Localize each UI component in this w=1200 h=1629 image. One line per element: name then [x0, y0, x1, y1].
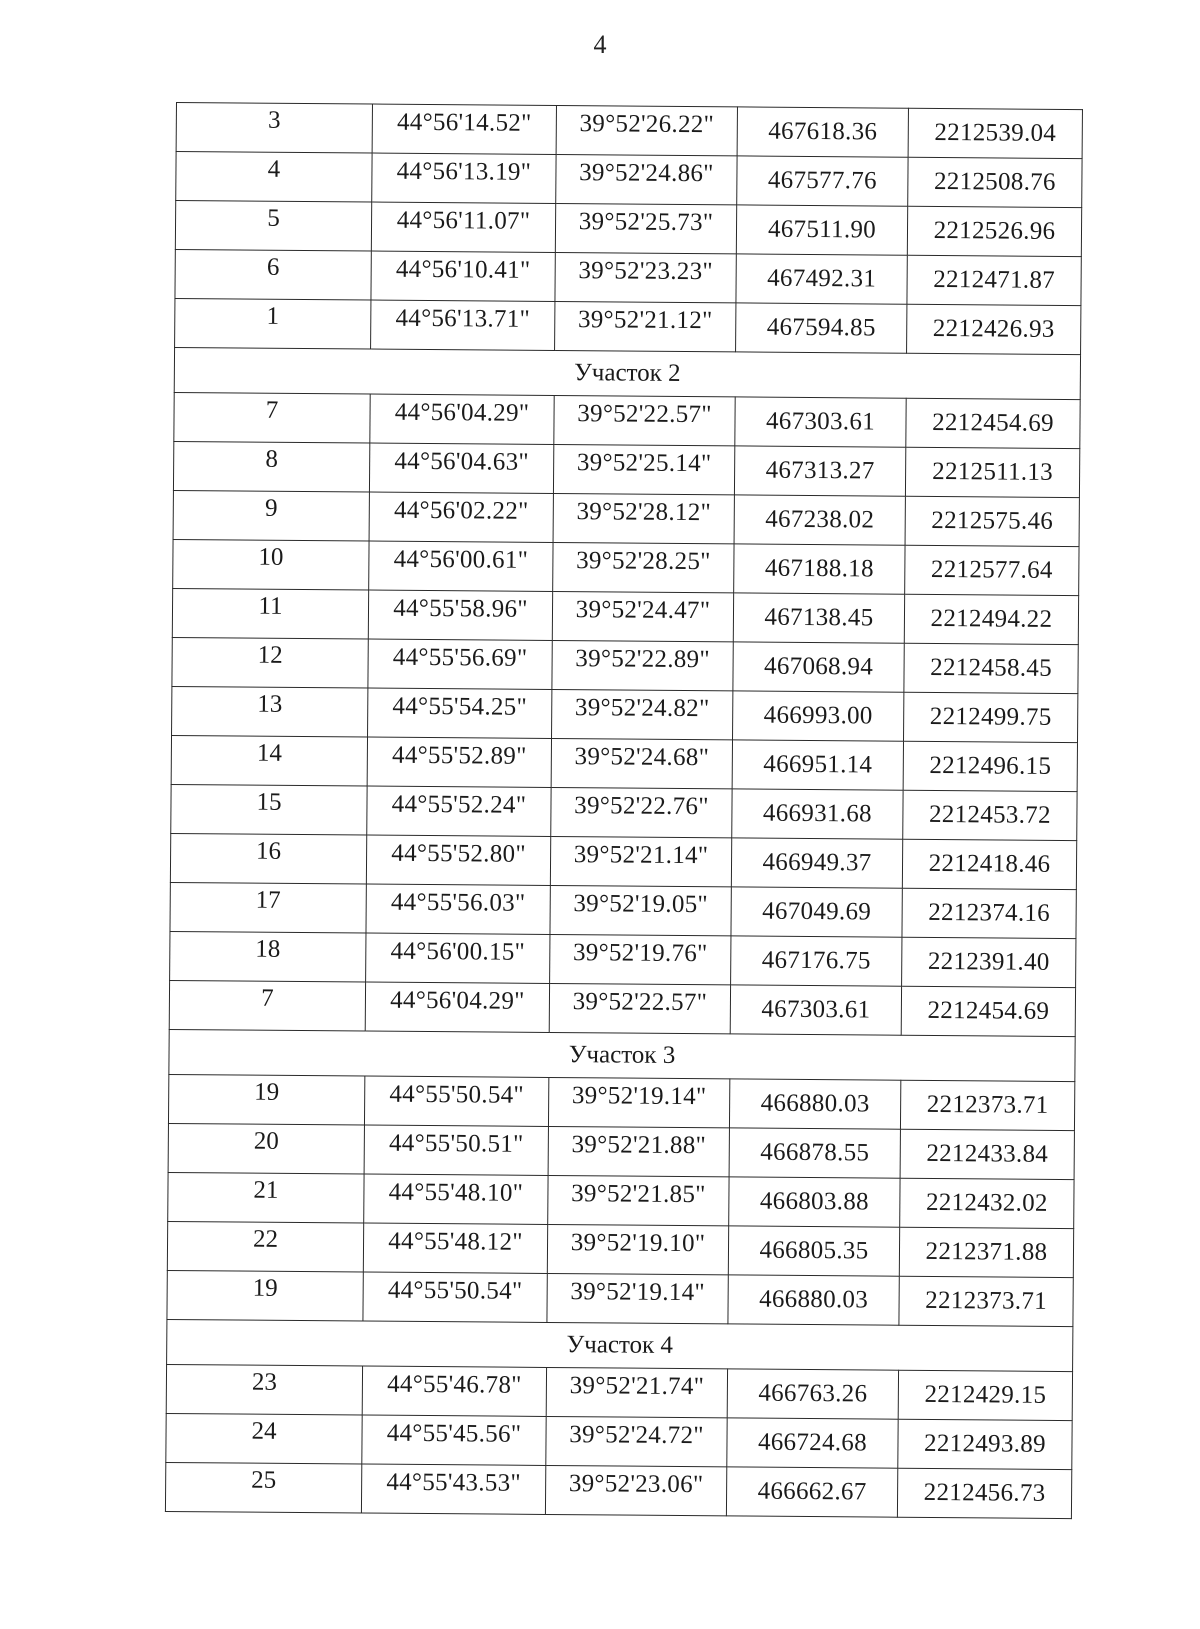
x-coordinate-cell: 466931.68 — [732, 789, 903, 839]
table-row — [166, 1364, 1072, 1420]
longitude-cell: 39°52'24.72" — [546, 1416, 727, 1466]
x-coordinate-cell: 466951.14 — [732, 740, 903, 790]
y-coordinate-cell: 2212418.46 — [902, 839, 1076, 889]
section-title: Участок 4 — [167, 1319, 1073, 1371]
latitude-cell: 44°55'50.54" — [363, 1272, 547, 1322]
latitude-cell: 44°55'45.56" — [362, 1415, 546, 1465]
table-row — [175, 249, 1081, 305]
latitude-cell: 44°56'02.22" — [369, 492, 553, 542]
point-number-cell: 23 — [166, 1364, 362, 1415]
x-coordinate-cell: 467594.85 — [736, 303, 907, 353]
y-coordinate-cell: 2212429.15 — [898, 1370, 1072, 1420]
y-coordinate-cell: 2212499.75 — [904, 692, 1078, 742]
latitude-cell: 44°55'43.53" — [361, 1464, 545, 1514]
point-number-cell: 19 — [167, 1270, 363, 1321]
x-coordinate-cell: 466878.55 — [729, 1128, 900, 1178]
x-coordinate-cell: 467138.45 — [733, 593, 904, 643]
longitude-cell: 39°52'28.12" — [553, 493, 734, 543]
latitude-cell: 44°55'54.25" — [368, 688, 552, 738]
longitude-cell: 39°52'21.88" — [548, 1126, 729, 1176]
y-coordinate-cell: 2212373.71 — [899, 1276, 1073, 1326]
table-row — [168, 1123, 1074, 1179]
longitude-cell: 39°52'24.86" — [556, 154, 737, 204]
latitude-cell: 44°56'13.71" — [371, 300, 555, 350]
point-number-cell: 1 — [175, 298, 371, 349]
table-row — [168, 1074, 1074, 1130]
y-coordinate-cell: 2212432.02 — [900, 1178, 1074, 1228]
point-number-cell: 16 — [170, 833, 366, 884]
table-row — [173, 539, 1079, 595]
point-number-cell: 10 — [173, 539, 369, 590]
longitude-cell: 39°52'26.22" — [556, 105, 737, 155]
point-number-cell: 12 — [172, 637, 368, 688]
table-row — [166, 1413, 1072, 1469]
longitude-cell: 39°52'19.05" — [550, 885, 731, 935]
y-coordinate-cell: 2212511.13 — [905, 447, 1079, 497]
table-row — [172, 637, 1078, 693]
point-number-cell: 22 — [167, 1221, 363, 1272]
x-coordinate-cell: 467492.31 — [736, 254, 907, 304]
point-number-cell: 14 — [171, 735, 367, 786]
y-coordinate-cell: 2212371.88 — [899, 1227, 1073, 1277]
longitude-cell: 39°52'22.89" — [552, 640, 733, 690]
longitude-cell: 39°52'25.73" — [555, 203, 736, 253]
longitude-cell: 39°52'28.25" — [553, 542, 734, 592]
point-number-cell: 25 — [165, 1462, 361, 1513]
latitude-cell: 44°55'52.80" — [366, 835, 550, 885]
section-header-row — [169, 1029, 1075, 1081]
y-coordinate-cell: 2212539.04 — [908, 108, 1082, 158]
table-row — [173, 441, 1079, 497]
table-row — [175, 298, 1081, 354]
table-row — [176, 152, 1082, 208]
x-coordinate-cell: 466880.03 — [729, 1079, 900, 1129]
latitude-cell: 44°56'13.19" — [372, 153, 556, 203]
latitude-cell: 44°56'04.63" — [369, 443, 553, 493]
y-coordinate-cell: 2212577.64 — [905, 545, 1079, 595]
x-coordinate-cell: 466763.26 — [727, 1369, 898, 1419]
x-coordinate-cell: 467238.02 — [734, 495, 905, 545]
latitude-cell: 44°55'56.69" — [368, 639, 552, 689]
point-number-cell: 17 — [170, 882, 366, 933]
point-number-cell: 19 — [168, 1074, 364, 1125]
y-coordinate-cell: 2212374.16 — [902, 888, 1076, 938]
longitude-cell: 39°52'24.82" — [552, 689, 733, 739]
latitude-cell: 44°55'56.03" — [366, 884, 550, 934]
latitude-cell: 44°55'52.89" — [367, 737, 551, 787]
section-title: Участок 3 — [169, 1029, 1075, 1081]
longitude-cell: 39°52'23.23" — [555, 252, 736, 302]
x-coordinate-cell: 467176.75 — [731, 936, 902, 986]
coordinates-table — [165, 102, 1083, 1519]
point-number-cell: 7 — [169, 980, 365, 1031]
x-coordinate-cell: 467303.61 — [735, 397, 906, 447]
latitude-cell: 44°55'46.78" — [362, 1366, 546, 1416]
coordinates-table-body — [165, 103, 1082, 1519]
point-number-cell: 9 — [173, 490, 369, 541]
x-coordinate-cell: 467313.27 — [734, 446, 905, 496]
longitude-cell: 39°52'19.14" — [547, 1273, 728, 1323]
x-coordinate-cell: 467303.61 — [730, 985, 901, 1035]
latitude-cell: 44°55'48.10" — [364, 1174, 548, 1224]
table-row — [170, 833, 1076, 889]
table-row — [165, 1462, 1071, 1518]
point-number-cell: 6 — [175, 249, 371, 300]
table-row — [173, 490, 1079, 546]
longitude-cell: 39°52'22.76" — [551, 787, 732, 837]
longitude-cell: 39°52'19.14" — [548, 1077, 729, 1127]
x-coordinate-cell: 466724.68 — [727, 1418, 898, 1468]
y-coordinate-cell: 2212471.87 — [907, 255, 1081, 305]
longitude-cell: 39°52'21.14" — [550, 836, 731, 886]
section-header-row — [174, 347, 1080, 399]
x-coordinate-cell: 466949.37 — [731, 838, 902, 888]
longitude-cell: 39°52'21.12" — [555, 301, 736, 351]
table-row — [170, 931, 1076, 987]
section-header-row — [167, 1319, 1073, 1371]
latitude-cell: 44°55'50.54" — [364, 1076, 548, 1126]
table-row — [170, 882, 1076, 938]
y-coordinate-cell: 2212433.84 — [900, 1129, 1074, 1179]
y-coordinate-cell: 2212454.69 — [906, 398, 1080, 448]
x-coordinate-cell: 466993.00 — [733, 691, 904, 741]
point-number-cell: 3 — [176, 103, 372, 154]
table-row — [172, 588, 1078, 644]
latitude-cell: 44°56'14.52" — [372, 104, 556, 154]
latitude-cell: 44°55'48.12" — [363, 1223, 547, 1273]
latitude-cell: 44°56'00.15" — [366, 933, 550, 983]
table-row — [167, 1270, 1073, 1326]
table-row — [169, 980, 1075, 1036]
latitude-cell: 44°56'11.07" — [371, 202, 555, 252]
x-coordinate-cell: 467511.90 — [736, 205, 907, 255]
table-row — [172, 686, 1078, 742]
latitude-cell: 44°56'04.29" — [365, 982, 549, 1032]
y-coordinate-cell: 2212453.72 — [903, 790, 1077, 840]
y-coordinate-cell: 2212494.22 — [904, 594, 1078, 644]
table-row — [176, 103, 1082, 159]
longitude-cell: 39°52'24.68" — [551, 738, 732, 788]
y-coordinate-cell: 2212493.89 — [898, 1419, 1072, 1469]
longitude-cell: 39°52'19.10" — [547, 1224, 728, 1274]
point-number-cell: 24 — [166, 1413, 362, 1464]
point-number-cell: 8 — [173, 441, 369, 492]
point-number-cell: 13 — [172, 686, 368, 737]
latitude-cell: 44°55'50.51" — [364, 1125, 548, 1175]
x-coordinate-cell: 467618.36 — [737, 107, 908, 157]
latitude-cell: 44°56'04.29" — [370, 394, 554, 444]
point-number-cell: 4 — [176, 152, 372, 203]
section-title: Участок 2 — [174, 347, 1080, 399]
latitude-cell: 44°56'10.41" — [371, 251, 555, 301]
point-number-cell: 18 — [170, 931, 366, 982]
x-coordinate-cell: 466805.35 — [728, 1226, 899, 1276]
point-number-cell: 15 — [171, 784, 367, 835]
latitude-cell: 44°55'52.24" — [367, 786, 551, 836]
x-coordinate-cell: 466803.88 — [729, 1177, 900, 1227]
table-row — [174, 392, 1080, 448]
y-coordinate-cell: 2212456.73 — [897, 1468, 1071, 1518]
point-number-cell: 5 — [175, 201, 371, 252]
longitude-cell: 39°52'21.85" — [548, 1175, 729, 1225]
point-number-cell: 21 — [168, 1172, 364, 1223]
longitude-cell: 39°52'19.76" — [550, 934, 731, 984]
x-coordinate-cell: 466662.67 — [726, 1467, 897, 1517]
y-coordinate-cell: 2212454.69 — [901, 986, 1075, 1036]
y-coordinate-cell: 2212526.96 — [907, 206, 1081, 256]
latitude-cell: 44°55'58.96" — [368, 590, 552, 640]
y-coordinate-cell: 2212508.76 — [908, 157, 1082, 207]
x-coordinate-cell: 467049.69 — [731, 887, 902, 937]
page-number: 4 — [593, 30, 607, 59]
table-row — [171, 784, 1077, 840]
y-coordinate-cell: 2212373.71 — [900, 1080, 1074, 1130]
latitude-cell: 44°56'00.61" — [369, 541, 553, 591]
longitude-cell: 39°52'25.14" — [553, 444, 734, 494]
x-coordinate-cell: 467068.94 — [733, 642, 904, 692]
longitude-cell: 39°52'22.57" — [549, 983, 730, 1033]
table-row — [167, 1221, 1073, 1277]
y-coordinate-cell: 2212575.46 — [905, 496, 1079, 546]
longitude-cell: 39°52'24.47" — [552, 591, 733, 641]
longitude-cell: 39°52'21.74" — [546, 1367, 727, 1417]
x-coordinate-cell: 467577.76 — [737, 156, 908, 206]
table-row — [171, 735, 1077, 791]
longitude-cell: 39°52'23.06" — [545, 1465, 726, 1515]
x-coordinate-cell: 466880.03 — [728, 1275, 899, 1325]
y-coordinate-cell: 2212426.93 — [907, 304, 1081, 354]
y-coordinate-cell: 2212458.45 — [904, 643, 1078, 693]
y-coordinate-cell: 2212496.15 — [903, 741, 1077, 791]
point-number-cell: 7 — [174, 392, 370, 443]
x-coordinate-cell: 467188.18 — [734, 544, 905, 594]
table-row — [168, 1172, 1074, 1228]
y-coordinate-cell: 2212391.40 — [902, 937, 1076, 987]
longitude-cell: 39°52'22.57" — [554, 395, 735, 445]
point-number-cell: 11 — [172, 588, 368, 639]
table-row — [175, 201, 1081, 257]
point-number-cell: 20 — [168, 1123, 364, 1174]
